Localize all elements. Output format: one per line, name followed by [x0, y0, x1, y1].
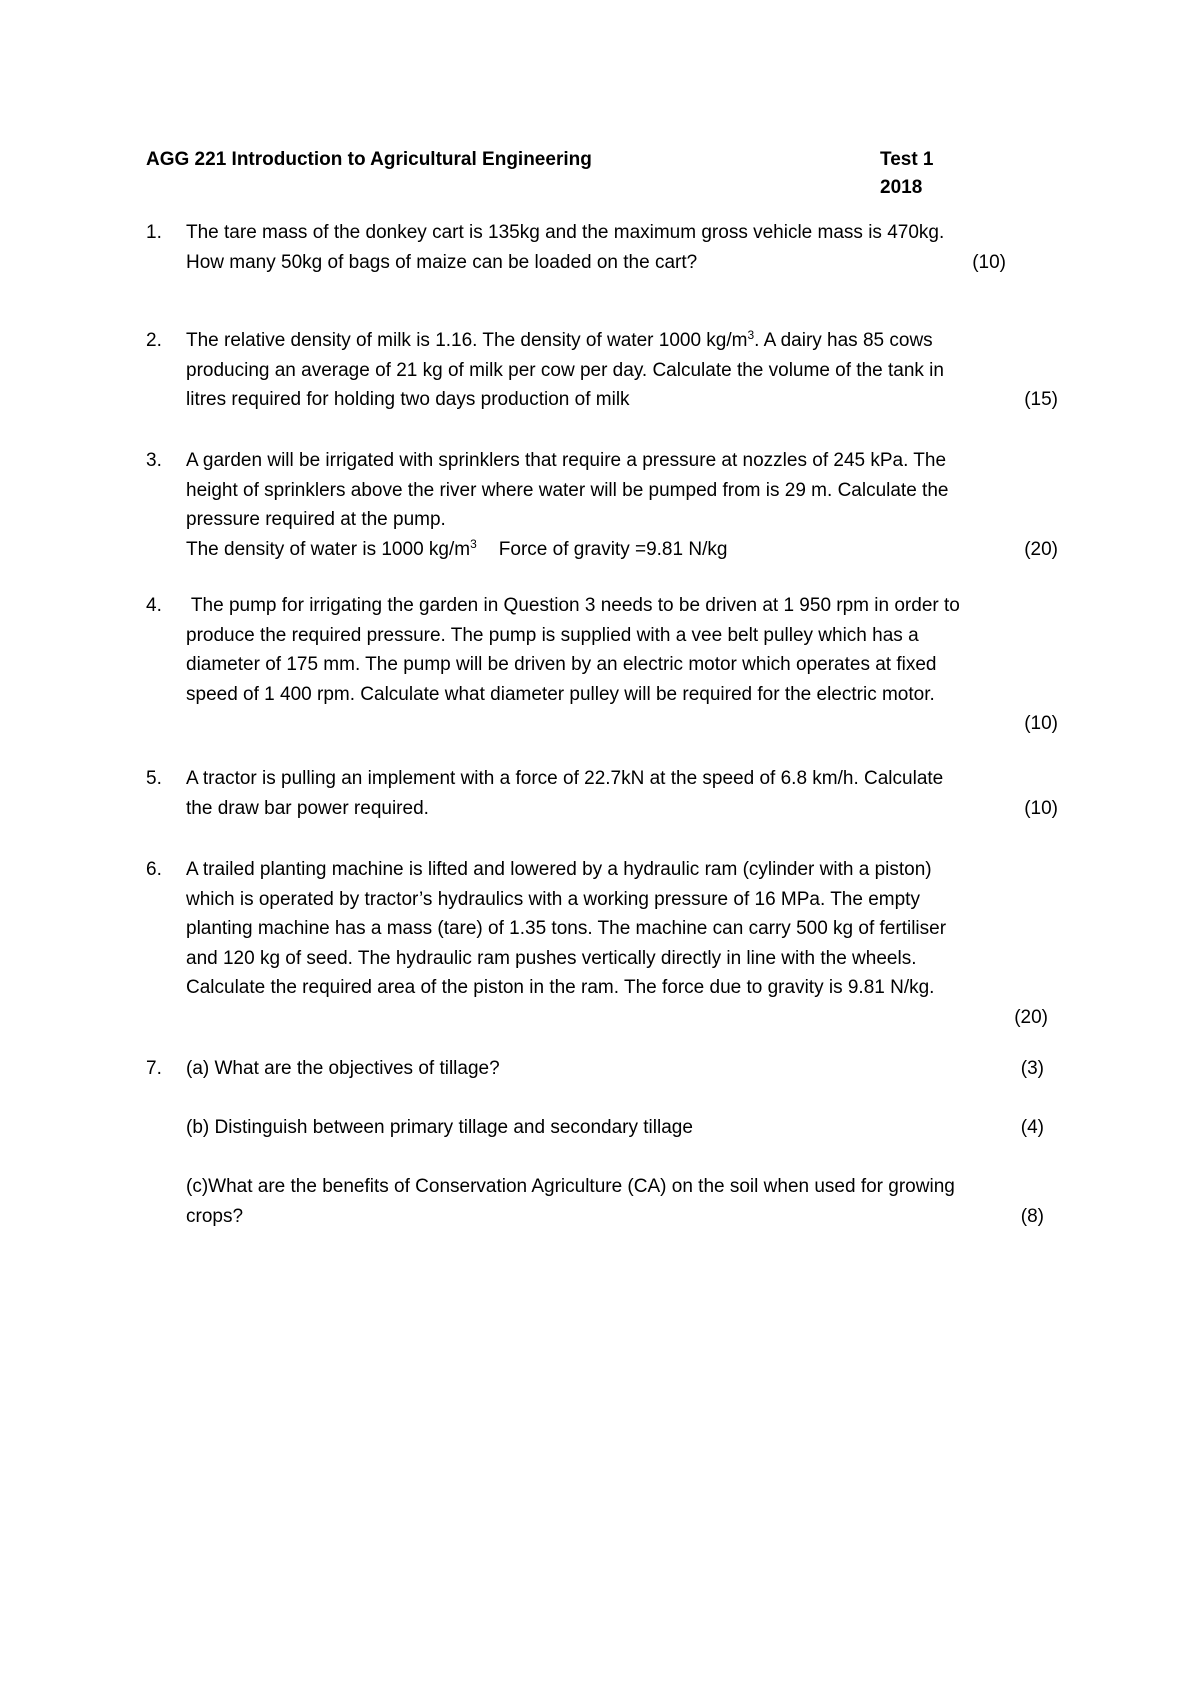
question-7b: [186, 1113, 1058, 1143]
question-text-line: [186, 385, 1058, 415]
question-text-line: planting machine has a mass (tare) of 1.35 tons. The machine can carry 500 kg of fertiliser: [186, 918, 947, 939]
question-part-a: [186, 1054, 1044, 1084]
question-text-line: speed of 1 400 rpm. Calculate what diameter pulley will be required for the electric motor.: [186, 683, 935, 705]
question-text-line: producing an average of 21 kg of milk per cow per day. Calculate the volume of the tank in: [186, 359, 944, 381]
question-part-b: [186, 1113, 1044, 1143]
question-text-line: pressure required at the pump.: [186, 509, 446, 530]
question-text-line: The tare mass of the donkey cart is 135kg and the maximum gross vehicle mass is 470kg.: [186, 222, 945, 243]
question-number: 2.: [146, 330, 162, 351]
question-marks: (15): [1024, 389, 1058, 410]
question-text: (a) What are the objectives of tillage?: [186, 1058, 500, 1079]
question-6: [146, 855, 1058, 1032]
question-number: 4.: [146, 595, 162, 616]
question-number: 3.: [146, 450, 162, 471]
question-text-line: produce the required pressure. The pump is supplied with a vee belt pulley which has a: [186, 624, 919, 646]
question-text-line: [186, 1202, 1044, 1232]
question-marks: (4): [1020, 1117, 1044, 1138]
question-5: [146, 764, 1058, 823]
question-number: 5.: [146, 768, 162, 789]
question-text-line: (c)What are the benefits of Conservation Agriculture (CA) on the soil when used for growing: [186, 1176, 955, 1197]
question-3: [146, 446, 1058, 564]
question-text-line: which is operated by tractor’s hydraulics with a working pressure of 16 MPa. The empty: [186, 888, 920, 910]
question-1: [146, 218, 1058, 277]
question-text-line: and 120 kg of seed. The hydraulic ram pushes vertically directly in line with the wheels.: [186, 947, 917, 969]
question-4: [146, 591, 1058, 739]
question-marks: (10): [1024, 713, 1058, 734]
question-text-line: A tractor is pulling an implement with a force of 22.7kN at the speed of 6.8 km/h. Calculate: [186, 768, 944, 789]
question-text-line: [186, 535, 1058, 565]
question-2: [146, 326, 1058, 415]
question-7: [146, 1054, 1058, 1084]
question-marks: (8): [1020, 1205, 1044, 1227]
question-7c: [186, 1172, 1058, 1231]
superscript: 3: [470, 536, 477, 551]
document-header: [146, 146, 980, 202]
question-text-line: A trailed planting machine is lifted and lowered by a hydraulic ram (cylinder with a piston): [186, 859, 932, 880]
question-text-line: Calculate the required area of the piston in the ram. The force due to gravity is 9.81 N/kg.: [186, 977, 935, 998]
question-marks-line: [186, 709, 1058, 739]
question-text: (b) Distinguish between primary tillage and secondary tillage: [186, 1117, 693, 1138]
question-marks: (10): [972, 251, 1006, 273]
question-text: How many 50kg of bags of maize can be loaded on the cart?: [186, 251, 698, 273]
question-text: the draw bar power required.: [186, 797, 429, 819]
question-text: crops?: [186, 1205, 244, 1227]
question-marks: (20): [1014, 1006, 1048, 1028]
question-marks: (20): [1024, 538, 1058, 560]
question-text: . A dairy has 85 cows: [754, 330, 933, 351]
question-text-line: A garden will be irrigated with sprinklers that require a pressure at nozzles of 245 kPa. The: [186, 450, 947, 471]
question-number: 1.: [146, 222, 162, 243]
question-text-line: height of sprinklers above the river where water will be pumped from is 29 m. Calculate the: [186, 479, 949, 501]
question-text-line: The pump for irrigating the garden in Question 3 needs to be driven at 1 950 rpm in order to: [186, 595, 960, 616]
question-number: 7.: [146, 1058, 162, 1079]
course-title: AGG 221 Introduction to Agricultural Engineering: [146, 149, 592, 170]
test-title: Test 1 2018: [880, 149, 934, 198]
question-text: Force of gravity =9.81 N/kg: [498, 538, 728, 560]
question-number: 6.: [146, 859, 162, 880]
question-marks-line: [186, 1003, 1048, 1033]
question-text-line: [186, 326, 1058, 356]
question-text-line: diameter of 175 mm. The pump will be driven by an electric motor which operates at fixed: [186, 654, 937, 675]
question-text: litres required for holding two days production of milk: [186, 389, 630, 410]
question-text-line: [186, 248, 1006, 278]
question-marks: (3): [1020, 1058, 1044, 1079]
question-text: The density of water is 1000 kg/m: [186, 538, 471, 560]
question-marks: (10): [1024, 797, 1058, 819]
superscript: 3: [747, 328, 755, 342]
question-text-line: [186, 794, 1058, 824]
question-text: The relative density of milk is 1.16. The density of water 1000 kg/m: [186, 330, 748, 351]
